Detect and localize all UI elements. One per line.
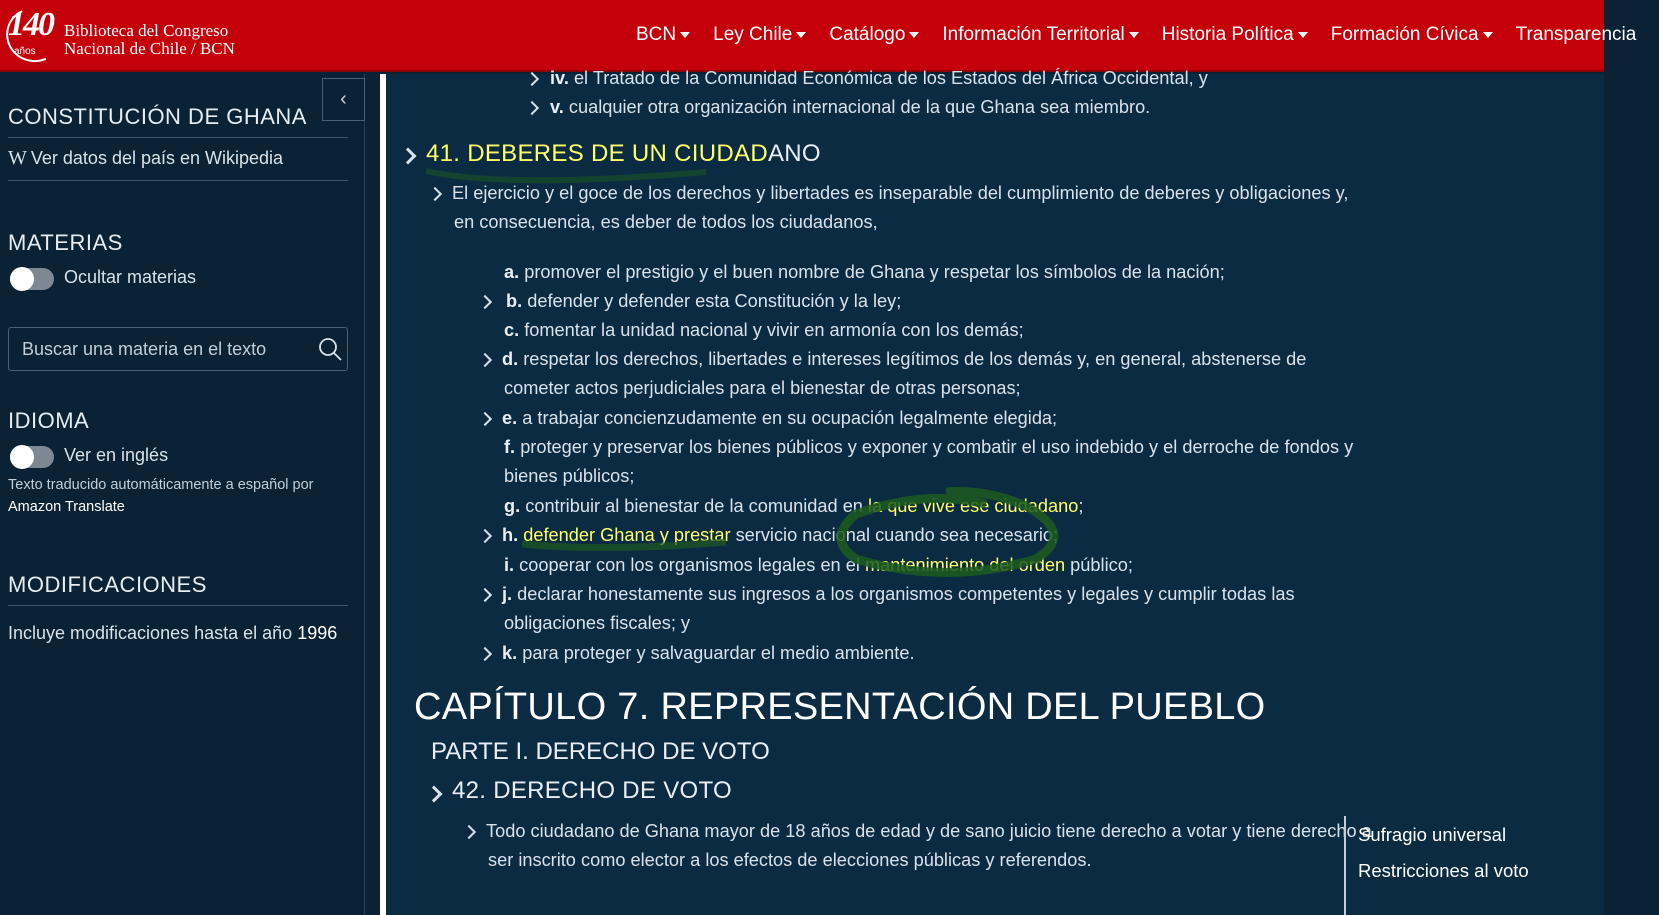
logo-name [64,22,235,58]
list-item-g: g. contribuir al bienestar de la comunidad en la que vive ese ciudadano; [504,496,1084,516]
list-item-d: d. respetar los derechos, libertades e intereses legítimos de los demás y, en general, abstenerse de [502,349,1307,369]
constitution-text [380,68,1604,915]
wikipedia-link-label: Ver datos del país en Wikipedia [30,148,284,168]
search-input[interactable]: Buscar una materia en el texto [22,339,267,359]
tag-sufragio-universal[interactable]: Sufragio universal [1358,824,1507,845]
nav-item-historia-politica[interactable]: Historia Política [1162,24,1308,46]
idioma-heading: IDIOMA [8,408,90,433]
wikipedia-icon: W [8,147,27,169]
toggle-knob [10,267,34,291]
chevron-right-icon[interactable] [426,786,443,803]
article-42-text: Todo ciudadano de Ghana mayor de 18 años de edad y de sano juicio tiene derecho a votar y tiene derecho a [486,821,1372,841]
chevron-right-icon[interactable] [400,148,417,165]
list-item-c: c. fomentar la unidad nacional y vivir en armonía con los demás; [504,320,1024,340]
nav-item-formacion-civica[interactable]: Formación Cívica [1331,24,1493,46]
materias-heading: MATERIAS [8,230,123,255]
nav-item-informacion-territorial[interactable]: Información Territorial [942,24,1138,46]
chapter-title: CAPÍTULO 7. REPRESENTACIÓN DEL PUEBLO [414,686,1266,728]
article-41-title[interactable]: 41. DEBERES DE UN CIUDADANO [426,140,821,167]
list-item-h: h. defender Ghana y prestar servicio nacional cuando sea necesario; [502,525,1059,545]
ocultar-materias-label: Ocultar materias [64,267,197,287]
chevron-right-icon[interactable] [478,647,492,661]
translation-note-text: Texto traducido automáticamente a español por [8,477,314,493]
materias-tags [1344,816,1604,915]
parte-title: PARTE I. DERECHO DE VOTO [431,738,770,765]
list-item-j: j. declarar honestamente sus ingresos a los organismos competentes y legales y cumplir todas las [502,584,1295,604]
logo-number: 140 [8,6,53,43]
chevron-right-icon[interactable] [525,101,539,115]
top-navbar [0,0,1637,72]
caret-down-icon [909,32,919,38]
divider [8,605,348,606]
list-item-e: e. a trabajar concienzudamente en su ocupación legalmente elegida; [502,408,1058,428]
list-item-k: k. para proteger y salvaguardar el medio ambiente. [502,643,915,663]
logo-line-1: Biblioteca del Congreso [64,21,229,40]
modificaciones-text [8,623,337,644]
collapse-sidebar-button[interactable] [322,78,365,121]
nav-item-catalogo[interactable]: Catálogo [829,24,919,46]
sidebar-title: CONSTITUCIÓN DE GHANA [8,104,307,129]
toggle-knob [10,445,34,469]
chevron-right-icon[interactable] [478,588,492,602]
search-icon[interactable] [317,336,343,362]
ocultar-materias-toggle[interactable] [10,268,54,290]
chevron-right-icon[interactable] [462,825,476,839]
divider [8,180,348,181]
wikipedia-link[interactable] [8,147,283,170]
sidebar [0,74,365,915]
list-item: v. cualquier otra organización internacional de la que Ghana sea miembro. [550,97,1151,117]
list-item-j-cont: obligaciones fiscales; y [504,613,691,633]
chevron-right-icon[interactable] [428,187,442,201]
caret-down-icon [680,32,690,38]
article-41-intro-cont: en consecuencia, es deber de todos los ciudadanos, [454,212,878,232]
bcn-logo[interactable] [6,6,246,64]
caret-down-icon [1483,32,1493,38]
chevron-right-icon[interactable] [525,72,539,86]
chevron-left-icon: ‹ [340,88,347,110]
list-item-f-cont: bienes públicos; [504,466,635,486]
caret-down-icon [796,32,806,38]
nav-item-transparencia[interactable]: Transparencia [1515,24,1637,45]
list-item-b: b. defender y defender esta Constitución y la ley; [506,291,902,311]
ver-en-ingles-toggle[interactable] [10,446,54,468]
chevron-right-icon[interactable] [478,295,492,309]
translation-provider: Amazon Translate [8,499,125,515]
chevron-right-icon[interactable] [478,529,492,543]
caret-down-icon [1298,32,1308,38]
logo-line-2: Nacional de Chile / BCN [64,39,235,58]
modificaciones-heading: MODIFICACIONES [8,572,207,597]
nav-item-ley-chile[interactable]: Ley Chile [713,24,806,46]
list-item-d-cont: cometer actos perjudiciales para el bienestar de otras personas; [504,378,1021,398]
main-nav [636,24,1659,46]
translation-note [8,474,314,518]
ver-en-ingles-label: Ver en inglés [64,445,169,465]
list-item-a: a. promover el prestigio y el buen nombre de Ghana y respetar los símbolos de la nación; [504,262,1225,282]
logo-years: años [14,46,36,57]
materia-search-box[interactable] [8,327,348,371]
chevron-right-icon[interactable] [478,412,492,426]
list-item-i: i. cooperar con los organismos legales en el mantenimiento del orden público; [504,555,1133,575]
article-41-intro: El ejercicio y el goce de los derechos y libertades es inseparable del cumplimiento de deberes y obligaciones y, [452,183,1349,203]
chevron-right-icon[interactable] [478,353,492,367]
list-item: iv. el Tratado de la Comunidad Económica de los Estados del África Occidental, y [550,68,1208,88]
tag-restricciones-al-voto[interactable]: Restricciones al voto [1358,860,1529,881]
modificaciones-label: Incluye modificaciones hasta el año [8,623,293,643]
caret-down-icon [1129,32,1139,38]
modificaciones-year: 1996 [297,623,338,643]
list-item-f: f. proteger y preservar los bienes públicos y exponer y combatir el uso indebido y el derroche de fondos y [504,437,1354,457]
nav-item-bcn[interactable]: BCN [636,24,690,46]
divider [8,137,348,138]
article-42-title[interactable]: 42. DERECHO DE VOTO [452,777,732,804]
article-42-text-cont: ser inscrito como elector a los efectos de elecciones públicas y referendos. [488,850,1092,870]
